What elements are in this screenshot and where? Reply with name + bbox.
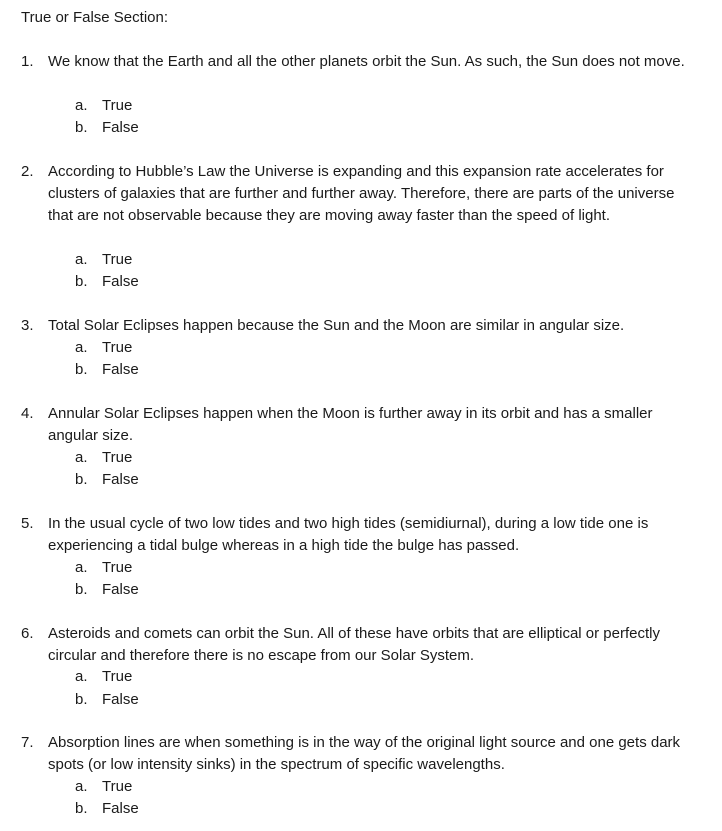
option-letter: b.	[75, 119, 88, 136]
question-number: 5.	[21, 515, 34, 532]
option-letter: a.	[75, 339, 88, 356]
option-letter: a.	[75, 559, 88, 576]
question-number: 2.	[21, 163, 34, 180]
section-title: True or False Section:	[21, 9, 169, 26]
option-label: True	[102, 251, 133, 268]
option-letter: b.	[75, 273, 88, 290]
option-label: False	[102, 581, 139, 598]
question-number: 6.	[21, 625, 34, 642]
option-letter: a.	[75, 778, 88, 795]
option-letter: b.	[75, 361, 88, 378]
option-label: False	[102, 119, 139, 136]
option-letter: b.	[75, 581, 88, 598]
option-letter: a.	[75, 97, 88, 114]
question-text: We know that the Earth and all the other planets orbit the Sun. As such, the Sun does not move.	[48, 53, 685, 70]
option-label: False	[102, 361, 139, 378]
option-label: False	[102, 273, 139, 290]
option-letter: a.	[75, 251, 88, 268]
option-letter: a.	[75, 668, 88, 685]
option-letter: b.	[75, 471, 88, 488]
question-number: 4.	[21, 405, 34, 422]
option-label: False	[102, 691, 139, 708]
option-label: True	[102, 668, 133, 685]
option-label: True	[102, 778, 133, 795]
option-label: False	[102, 800, 139, 817]
option-letter: b.	[75, 800, 88, 817]
option-label: True	[102, 449, 133, 466]
question-number: 1.	[21, 53, 34, 70]
question-text: In the usual cycle of two low tides and two high tides (semidiurnal), during a low tide one is experiencing a tidal bulge whereas in a high tide the bulge has passed.	[48, 515, 649, 554]
option-label: True	[102, 97, 133, 114]
question-text: Absorption lines are when something is in the way of the original light source and one gets dark spots (or low intensity sinks) in the spectrum of specific wavelengths.	[48, 734, 681, 773]
option-label: False	[102, 471, 139, 488]
question-text: Total Solar Eclipses happen because the Sun and the Moon are similar in angular size.	[48, 317, 625, 334]
option-label: True	[102, 339, 133, 356]
option-letter: b.	[75, 691, 88, 708]
option-letter: a.	[75, 449, 88, 466]
option-label: True	[102, 559, 133, 576]
question-text: According to Hubble’s Law the Universe is expanding and this expansion rate accelerates for clusters of galaxies that are further and further away. Therefore, there are parts of the universe that are not observable because they are moving away faster than the speed of light.	[48, 163, 675, 224]
question-text: Annular Solar Eclipses happen when the Moon is further away in its orbit and has a smaller angular size.	[48, 405, 653, 444]
question-number: 3.	[21, 317, 34, 334]
question-number: 7.	[21, 734, 34, 751]
question-text: Asteroids and comets can orbit the Sun. All of these have orbits that are elliptical or perfectly circular and therefore there is no escape from our Solar System.	[48, 625, 660, 664]
